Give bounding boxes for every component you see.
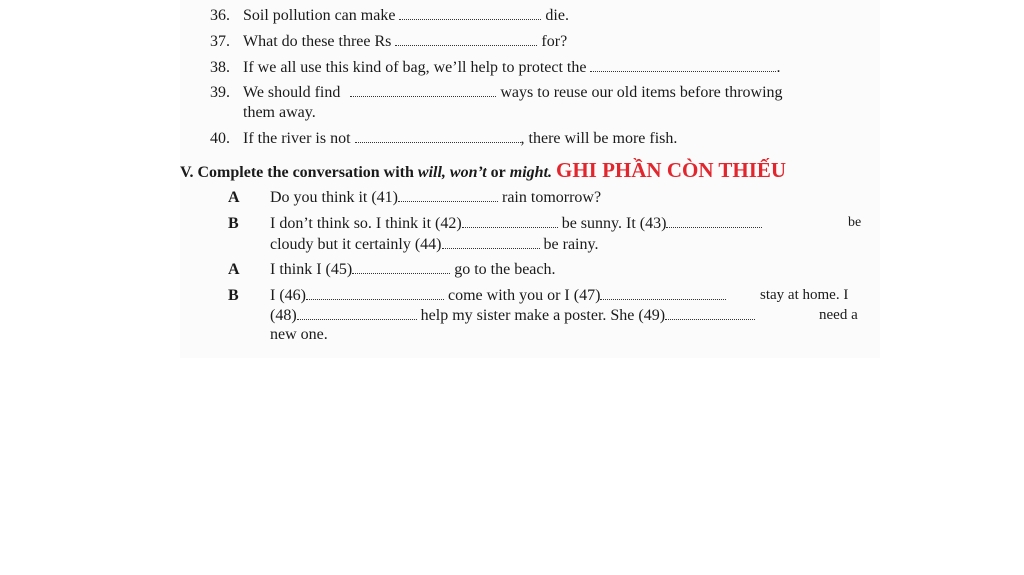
answer-blank[interactable] bbox=[462, 214, 558, 228]
question-40 bbox=[210, 129, 677, 148]
red-annotation: GHI PHẦN CÒN THIẾU bbox=[556, 158, 787, 182]
question-39 bbox=[210, 83, 783, 102]
dialogue-text: come with you or I (47) bbox=[447, 287, 601, 304]
question-text: , there will be more fish. bbox=[520, 130, 678, 147]
question-39-continued bbox=[243, 104, 316, 122]
dialogue-text: go to the beach. bbox=[454, 261, 556, 278]
answer-blank[interactable] bbox=[398, 188, 498, 202]
exercise-v-heading bbox=[180, 158, 787, 182]
question-37 bbox=[210, 32, 567, 51]
answer-blank[interactable] bbox=[600, 286, 726, 300]
answer-blank[interactable] bbox=[399, 6, 541, 20]
question-38 bbox=[210, 58, 780, 77]
dialogue-text: cloudy but it certainly (44) bbox=[270, 236, 442, 253]
heading-word-might: might. bbox=[509, 164, 553, 181]
speaker-label: B bbox=[228, 215, 239, 232]
speaker-label: A bbox=[228, 261, 240, 278]
question-text: ways to reuse our old items before throwing bbox=[500, 84, 783, 101]
dialogue-text: I think I (45) bbox=[270, 261, 353, 278]
question-text: What do these three Rs bbox=[243, 33, 392, 50]
answer-blank[interactable] bbox=[352, 260, 450, 274]
dialogue-line-continued bbox=[270, 306, 755, 325]
dialogue-text: Do you think it (41) bbox=[270, 189, 398, 206]
dialogue-text: be sunny. It (43) bbox=[561, 215, 667, 232]
answer-blank[interactable] bbox=[665, 306, 755, 320]
dialogue-text: I (46) bbox=[270, 287, 306, 304]
dialogue-text: (48) bbox=[270, 307, 297, 324]
question-36 bbox=[210, 6, 569, 25]
question-text: for? bbox=[541, 33, 568, 50]
dialogue-text: help my sister make a poster. She (49) bbox=[420, 307, 666, 324]
question-text: Soil pollution can make bbox=[243, 7, 396, 24]
question-number: 36. bbox=[210, 7, 230, 24]
heading-text: V. Complete the conversation with bbox=[180, 164, 414, 181]
dialogue-text: stay at home. I bbox=[760, 287, 849, 303]
question-number: 40. bbox=[210, 130, 230, 147]
speaker-label: A bbox=[228, 189, 240, 206]
heading-word-will: will, bbox=[417, 164, 446, 181]
answer-blank[interactable] bbox=[442, 235, 540, 249]
dialogue-text: new one. bbox=[270, 326, 328, 343]
heading-word-or: or bbox=[490, 164, 506, 181]
dialogue-line-continued bbox=[270, 326, 328, 344]
question-text: We should find bbox=[243, 84, 341, 101]
dialogue-text: be rainy. bbox=[543, 236, 599, 253]
speaker-label: B bbox=[228, 287, 239, 304]
heading-word-wont: won’t bbox=[449, 164, 487, 181]
question-number: 39. bbox=[210, 84, 230, 101]
answer-blank[interactable] bbox=[395, 32, 537, 46]
question-number: 37. bbox=[210, 33, 230, 50]
dialogue-text: be bbox=[848, 215, 862, 230]
answer-blank[interactable] bbox=[297, 306, 417, 320]
question-text: die. bbox=[545, 7, 569, 24]
answer-blank[interactable] bbox=[590, 58, 776, 72]
dialogue-line-continued bbox=[270, 235, 598, 254]
dialogue-text: need a bbox=[819, 307, 858, 323]
question-text: . bbox=[776, 59, 781, 76]
answer-blank[interactable] bbox=[666, 214, 762, 228]
dialogue-line bbox=[228, 260, 556, 279]
dialogue-line bbox=[228, 214, 762, 233]
dialogue-text: rain tomorrow? bbox=[502, 189, 602, 206]
question-text: If we all use this kind of bag, we’ll help to protect the bbox=[243, 59, 587, 76]
dialogue-text: I don’t think so. I think it (42) bbox=[270, 215, 462, 232]
answer-blank[interactable] bbox=[350, 83, 496, 97]
answer-blank[interactable] bbox=[306, 286, 444, 300]
question-text: If the river is not bbox=[243, 130, 351, 147]
answer-blank[interactable] bbox=[355, 129, 521, 143]
question-text: them away. bbox=[243, 104, 316, 121]
question-number: 38. bbox=[210, 59, 230, 76]
dialogue-line bbox=[228, 188, 601, 207]
dialogue-line bbox=[228, 286, 726, 305]
